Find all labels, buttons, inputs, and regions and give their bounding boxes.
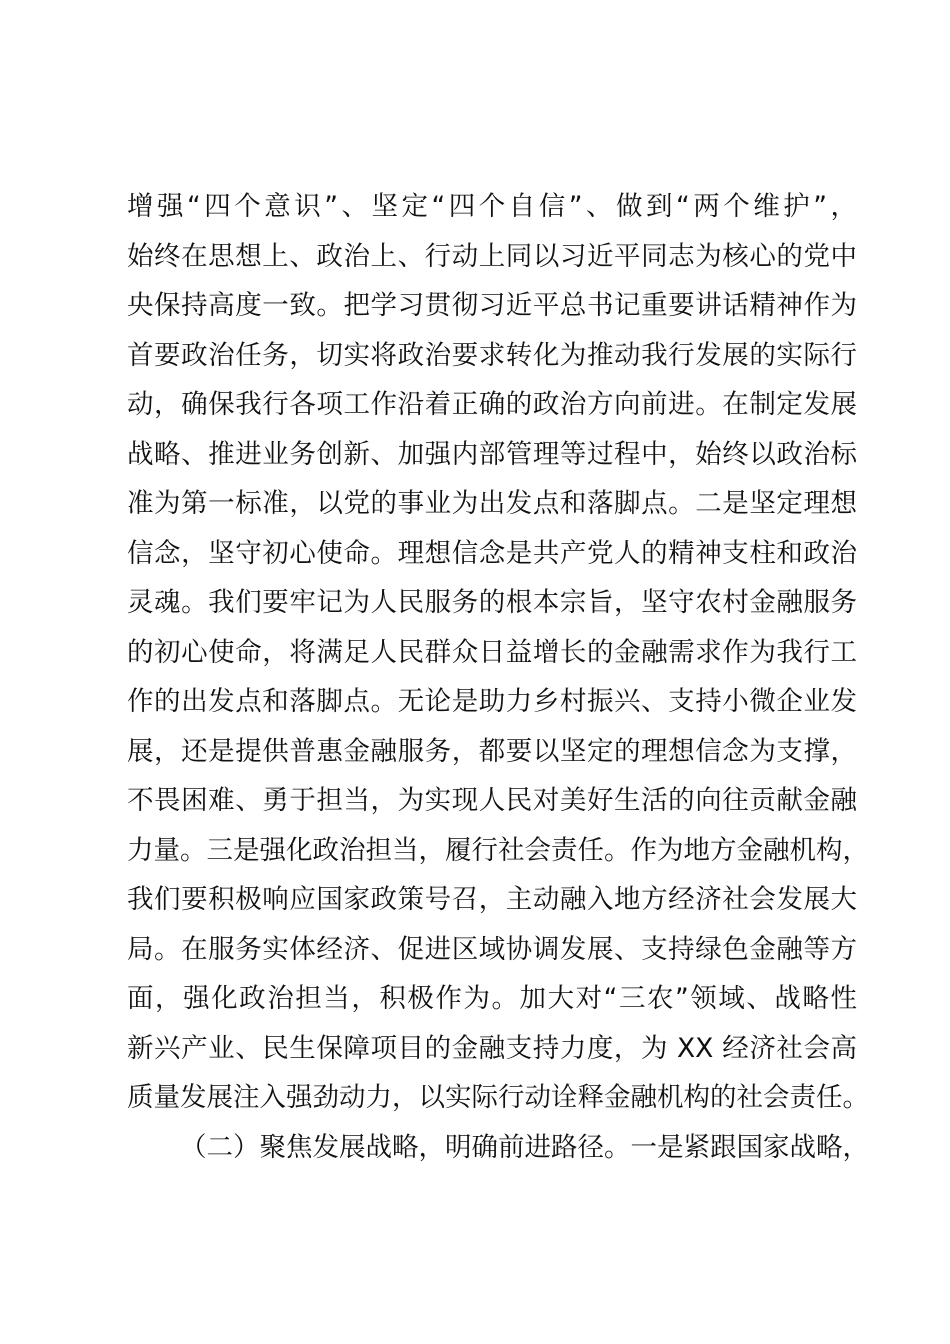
text-line: 力量。三是强化政治担当，履行社会责任。作为地方金融机构， [127, 834, 869, 866]
text-line: 的初心使命，将满足人民群众日益增长的金融需求作为我行工 [127, 636, 857, 668]
text-line: 增强“四个意识”、坚定“四个自信”、做到“两个维护”， [127, 191, 857, 222]
text-line: 新兴产业、民生保障项目的金融支持力度，为 XX 经济社会高 [127, 1032, 857, 1064]
text-line: 准为第一标准，以党的事业为出发点和落脚点。二是坚定理想 [127, 488, 857, 519]
text-line: 灵魂。我们要牢记为人民服务的根本宗旨，坚守农村金融服务 [127, 587, 857, 618]
section-heading-line: （二）聚焦发展战略，明确前进路径。一是紧跟国家战略， [180, 1131, 869, 1163]
text-line: 不畏困难、勇于担当，为实现人民对美好生活的向往贡献金融 [127, 785, 857, 816]
text-line: 信念，坚守初心使命。理想信念是共产党人的精神支柱和政治 [127, 537, 857, 569]
text-line: 始终在思想上、政治上、行动上同以习近平同志为核心的党中 [127, 240, 857, 272]
paragraph-end-line: 质量发展注入强劲动力，以实际行动诠释金融机构的社会责任。 [127, 1082, 869, 1113]
body-text [127, 182, 869, 1172]
text-line: 面，强化政治担当，积极作为。加大对“三农”领域、战略性 [127, 983, 857, 1014]
text-line: 战略、推进业务创新、加强内部管理等过程中，始终以政治标 [127, 438, 857, 470]
text-line: 局。在服务实体经济、促进区域协调发展、支持绿色金融等方 [127, 933, 857, 965]
text-line: 首要政治任务，切实将政治要求转化为推动我行发展的实际行 [127, 339, 857, 371]
text-line: 展，还是提供普惠金融服务，都要以坚定的理想信念为支撑， [127, 735, 857, 767]
text-line: 动，确保我行各项工作沿着正确的政治方向前进。在制定发展 [127, 389, 857, 420]
text-line: 作的出发点和落脚点。无论是助力乡村振兴、支持小微企业发 [127, 686, 857, 717]
text-line: 央保持高度一致。把学习贯彻习近平总书记重要讲话精神作为 [127, 290, 857, 321]
text-line: 我们要积极响应国家政策号召，主动融入地方经济社会发展大 [127, 884, 857, 915]
